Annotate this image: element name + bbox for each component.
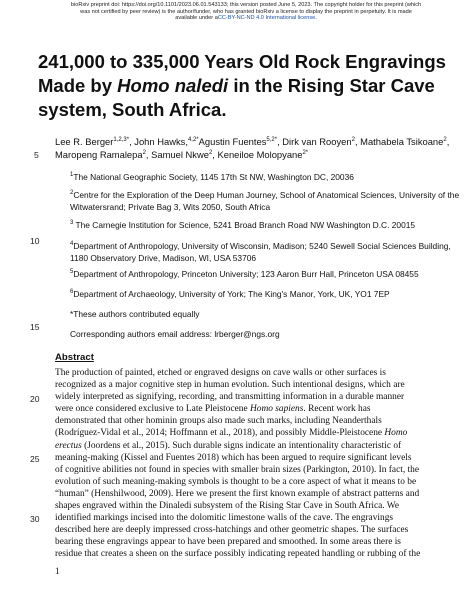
author-name: , Samuel Nkwe: [145, 148, 209, 160]
author-affiliation-marker: 2: [443, 136, 447, 143]
affiliation-text: The National Geographic Society, 1145 17th St NW, Washington DC, 20036: [73, 172, 354, 182]
line-number: 10: [30, 236, 40, 246]
affiliation-text: Department of Archaeology, University of York; The King's Manor, York, UK, YO1 7EP: [73, 289, 390, 299]
abstract-line: demonstrated that other hominin groups also made such marks, including Neanderthals: [55, 416, 382, 427]
author-name: , John Hawks,: [129, 136, 188, 147]
abstract-line: widely interpreted as signifying, recording, and transmitting information in a durable manner: [55, 392, 405, 403]
abstract-line: The production of painted, etched or engraved designs on cave walls or other surfaces is: [55, 368, 386, 378]
banner-line-1: bioRxiv preprint doi: https://doi.org/10.1101/2023.06.01.543133; this version posted June 5, 2023. The copyright holder for this preprint (which: [70, 2, 422, 8]
abstract-line: shapes engraved within the Dinaledi subsystem of the Rising Star Cave in South Africa. We: [55, 501, 400, 512]
abstract-line: evolution of such meaning-making symbols is thought to be a core aspect of what it means to be: [55, 476, 417, 487]
line-number: 15: [30, 322, 40, 332]
author-name: , Mathabela Tsikoane: [354, 136, 444, 147]
affiliation-text: Department of Anthropology, University of Wisconsin, Madison; 5240 Sewell Social Sciences Building, 1180 Observatory Drive, Madison, WI, USA 53706: [70, 241, 451, 263]
author-name: Maropeng Ramalepa: [55, 148, 143, 160]
line-number: 20: [30, 394, 40, 404]
banner-line-3-suffix: .: [315, 15, 317, 22]
affiliation-item: [70, 171, 464, 183]
abstract-line: erectus (Joordens et al., 2015). Such durable signs indicate an intentionality characteristic of: [55, 440, 402, 451]
affiliation-number: 5: [70, 269, 74, 276]
affiliation-item: [70, 240, 464, 264]
affiliation-text: Corresponding authors email address: lrberger@ngs.org: [70, 329, 280, 339]
species-name: Homo sapiens: [249, 404, 304, 415]
paper-title: [38, 50, 448, 122]
line-number: 25: [30, 454, 40, 464]
author-affiliation-marker: 4,2*: [187, 136, 199, 143]
abstract-line: identified markings incised into the dolomitic limestone walls of the cave. The engravings: [55, 513, 394, 524]
banner-line-3: [56, 15, 436, 22]
author-line-2: [55, 149, 465, 162]
author-affiliation-marker: 1,2,3*: [113, 136, 130, 143]
affiliation-item: [70, 288, 464, 300]
title-line-2-suffix: in the Rising Star Cave: [228, 75, 435, 96]
title-line-2-prefix: Made by: [38, 75, 118, 96]
abstract-line: were once considered exclusive to Late Pleistocene Homo sapiens. Recent work has: [55, 404, 371, 415]
affiliation-number: 2: [70, 190, 74, 197]
author-affiliation-marker: 2: [351, 136, 355, 143]
affiliation-item: [70, 308, 464, 320]
species-name: Homo naledi: [117, 75, 229, 96]
title-line-3: system, South Africa.: [38, 99, 227, 120]
abstract-body: [55, 367, 468, 561]
affiliation-item: [70, 189, 464, 213]
title-line-1: 241,000 to 335,000 Years Old Rock Engravings: [38, 51, 446, 72]
abstract-line: described here are deeply impressed cross-hatchings and other geometric shapes. The surfaces: [55, 525, 409, 536]
line-number: 30: [30, 514, 40, 524]
banner-line-3-prefix: available under a: [175, 15, 218, 22]
affiliation-number: 3: [70, 220, 74, 227]
author-line-1: [55, 136, 465, 149]
abstract-line: of cognitive abilities not found in species with smaller brain sizes (Parkington, 2010). In fact, the: [55, 464, 419, 475]
abstract-heading: Abstract: [55, 352, 94, 363]
affiliation-number: 1: [70, 172, 74, 179]
author-name: , Dirk van Rooyen: [277, 136, 352, 147]
affiliation-text: Department of Anthropology, Princeton University; 123 Aaron Burr Hall, Princeton USA 08455: [73, 269, 419, 279]
author-affiliation-marker: 2*: [302, 149, 309, 156]
author-affiliation-marker: 5,2*: [266, 136, 278, 143]
preprint-banner: [56, 2, 436, 22]
abstract-line: (Rodríguez-Vidal et al., 2014; Hoffmann et al., 2018), and possibly Middle-Pleistocene Homo: [55, 428, 408, 439]
affiliation-number: 4: [70, 241, 74, 248]
author-list: [55, 136, 465, 161]
abstract-line: “human” (Henshilwood, 2009). Here we present the first known example of abstract patterns and: [55, 488, 420, 499]
banner-line-2: was not certified by peer review) is the author/funder, who has granted bioRxiv a license to display the preprint in perpetuity. It is made: [80, 8, 412, 15]
affiliation-item: [70, 219, 464, 231]
affiliation-text: Centre for the Exploration of the Deep Human Journey, School of Anatomical Sciences, University of the Witwatersrand; Private Bag 3, Wits 2050, South Africa: [70, 190, 460, 212]
abstract-line: meaning-making (Kissel and Fuentes 2018) which has been argued to require significant levels: [55, 452, 412, 463]
affiliation-item: [70, 268, 464, 280]
affiliation-item: [70, 328, 464, 340]
line-number: 5: [34, 150, 39, 160]
author-name: Agustin Fuentes: [198, 136, 267, 147]
title-line-2: [38, 74, 448, 98]
author-name: ,: [446, 136, 450, 147]
license-link[interactable]: CC-BY-NC-ND 4.0 International license: [217, 15, 316, 22]
author-name: , Keneiloe Molopyane: [212, 148, 303, 160]
abstract-line: recognized as a major cognitive step in human evolution. Such intentional designs, which are: [55, 380, 405, 391]
species-name: Homo: [384, 428, 408, 439]
affiliation-text: The Carnegie Institution for Science, 5241 Broad Branch Road NW Washington D.C. 20015: [73, 220, 416, 230]
author-affiliation-marker: 2: [208, 149, 213, 156]
species-name: erectus: [55, 440, 82, 451]
affiliation-number: 6: [70, 289, 74, 296]
abstract-line: residue that creates a sheen on the surface possibly indicating repeated handling or rubbing of the: [55, 549, 421, 560]
affiliation-text: *These authors contributed equally: [70, 309, 200, 319]
author-name: Lee R. Berger: [55, 136, 114, 147]
abstract-line: bearing these engravings appear to have been prepared and smoothed. In some areas there is: [55, 537, 401, 548]
page-number: 1: [55, 566, 60, 576]
author-affiliation-marker: 2: [142, 149, 146, 156]
